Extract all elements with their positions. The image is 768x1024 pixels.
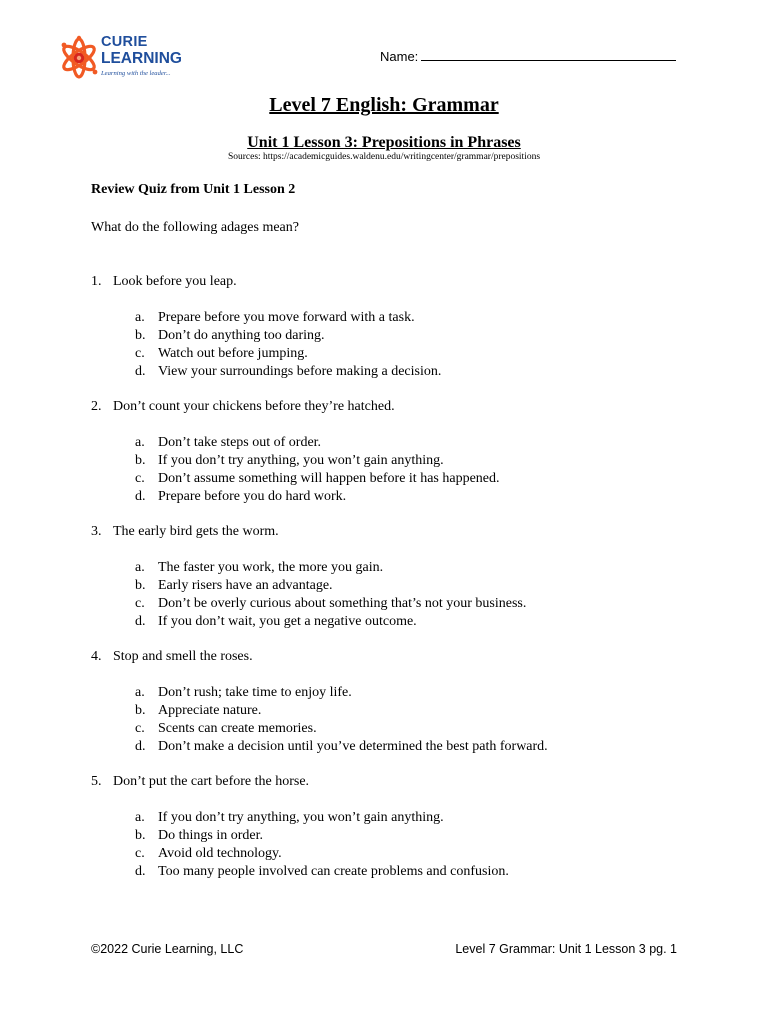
answer-option <box>135 470 691 488</box>
answer-option-text: Don’t do anything too daring. <box>158 327 325 343</box>
answer-option <box>135 738 691 756</box>
answer-option-text: The faster you work, the more you gain. <box>158 559 384 575</box>
answer-option-list <box>135 559 691 631</box>
answer-option-text: If you don’t try anything, you won’t gain anything. <box>158 452 444 468</box>
answer-option-text: Too many people involved can create problems and confusion. <box>158 863 509 879</box>
answer-option-list <box>135 809 691 881</box>
answer-option-letter: b. <box>135 702 146 718</box>
answer-option <box>135 684 691 702</box>
lesson-subtitle: Unit 1 Lesson 3: Prepositions in Phrases <box>247 134 521 151</box>
answer-option <box>135 863 691 881</box>
sources-citation: Sources: https://academicguides.waldenu.edu/writingcenter/grammar/prepositions <box>227 152 541 162</box>
answer-option-list <box>135 309 691 381</box>
logo-wordmark-learning: LEARNING <box>101 50 182 67</box>
answer-option-letter: d. <box>135 863 146 879</box>
footer-page-label: Level 7 Grammar: Unit 1 Lesson 3 pg. 1 <box>455 942 677 956</box>
answer-option-text: Prepare before you move forward with a task. <box>158 309 415 325</box>
question-row <box>91 648 691 666</box>
answer-option-text: Watch out before jumping. <box>158 345 308 361</box>
answer-option-letter: c. <box>135 595 145 611</box>
question-number: 2. <box>91 399 102 414</box>
question-text: Don’t put the cart before the horse. <box>113 774 310 789</box>
answer-option <box>135 345 691 363</box>
question-item <box>91 523 691 631</box>
question-text: Look before you leap. <box>113 274 237 289</box>
answer-option-letter: d. <box>135 738 146 754</box>
answer-option <box>135 845 691 863</box>
question-item <box>91 273 691 381</box>
answer-option-list <box>135 684 691 756</box>
question-number: 3. <box>91 524 102 539</box>
answer-option <box>135 559 691 577</box>
answer-option <box>135 827 691 845</box>
answer-option-text: View your surroundings before making a decision. <box>158 363 442 379</box>
answer-option <box>135 595 691 613</box>
answer-option-text: If you don’t try anything, you won’t gain anything. <box>158 809 444 825</box>
question-row <box>91 773 691 791</box>
answer-option <box>135 809 691 827</box>
answer-option-text: Scents can create memories. <box>158 720 317 736</box>
answer-option-text: Avoid old technology. <box>158 845 282 861</box>
answer-option-text: Don’t make a decision until you’ve determined the best path forward. <box>158 738 548 754</box>
answer-option-list <box>135 434 691 506</box>
logo-wordmark-curie: CURIE <box>101 34 148 50</box>
answer-option-text: Don’t assume something will happen before it has happened. <box>158 470 500 486</box>
answer-option-letter: a. <box>135 434 145 450</box>
answer-option-letter: a. <box>135 809 145 825</box>
question-number: 5. <box>91 774 102 789</box>
question-text: Stop and smell the roses. <box>113 649 253 664</box>
answer-option-letter: b. <box>135 827 146 843</box>
answer-option-letter: c. <box>135 345 145 361</box>
answer-option-letter: a. <box>135 309 145 325</box>
curie-atom-logo-icon <box>58 33 102 83</box>
logo-tagline: Learning with the leader... <box>101 70 171 77</box>
answer-option-letter: d. <box>135 363 146 379</box>
quiz-prompt: What do the following adages mean? <box>91 220 299 235</box>
answer-option-letter: b. <box>135 577 146 593</box>
question-row <box>91 273 691 291</box>
answer-option-letter: d. <box>135 488 146 504</box>
name-field <box>380 49 676 65</box>
answer-option-text: Don’t be overly curious about something that’s not your business. <box>158 595 527 611</box>
answer-option <box>135 434 691 452</box>
question-text: Don’t count your chickens before they’re hatched. <box>113 399 395 414</box>
answer-option <box>135 702 691 720</box>
question-item <box>91 773 691 881</box>
quiz-question-list <box>91 273 691 898</box>
curie-learning-logo <box>58 33 190 83</box>
answer-option-letter: d. <box>135 613 146 629</box>
answer-option-text: Early risers have an advantage. <box>158 577 333 593</box>
question-item <box>91 398 691 506</box>
answer-option-text: Prepare before you do hard work. <box>158 488 347 504</box>
answer-option-letter: c. <box>135 470 145 486</box>
answer-option <box>135 577 691 595</box>
answer-option-letter: a. <box>135 559 145 575</box>
answer-option-text: Do things in order. <box>158 827 263 843</box>
answer-option-letter: a. <box>135 684 145 700</box>
answer-option <box>135 309 691 327</box>
question-item <box>91 648 691 756</box>
answer-option-text: If you don’t wait, you get a negative outcome. <box>158 613 417 629</box>
answer-option <box>135 363 691 381</box>
question-row <box>91 523 691 541</box>
question-number: 4. <box>91 649 102 664</box>
answer-option <box>135 720 691 738</box>
answer-option-letter: b. <box>135 452 146 468</box>
review-quiz-heading: Review Quiz from Unit 1 Lesson 2 <box>91 182 296 197</box>
footer-copyright: ©2022 Curie Learning, LLC <box>91 942 244 956</box>
question-number: 1. <box>91 274 102 289</box>
name-label: Name: <box>380 49 419 64</box>
answer-option <box>135 452 691 470</box>
page-title: Level 7 English: Grammar <box>269 94 499 116</box>
name-blank-line <box>421 49 676 61</box>
answer-option-letter: c. <box>135 845 145 861</box>
question-text: The early bird gets the worm. <box>113 524 279 539</box>
answer-option-text: Don’t take steps out of order. <box>158 434 322 450</box>
answer-option-letter: b. <box>135 327 146 343</box>
question-row <box>91 398 691 416</box>
answer-option-text: Appreciate nature. <box>158 702 262 718</box>
answer-option-text: Don’t rush; take time to enjoy life. <box>158 684 352 700</box>
answer-option <box>135 613 691 631</box>
answer-option-letter: c. <box>135 720 145 736</box>
answer-option <box>135 327 691 345</box>
answer-option <box>135 488 691 506</box>
